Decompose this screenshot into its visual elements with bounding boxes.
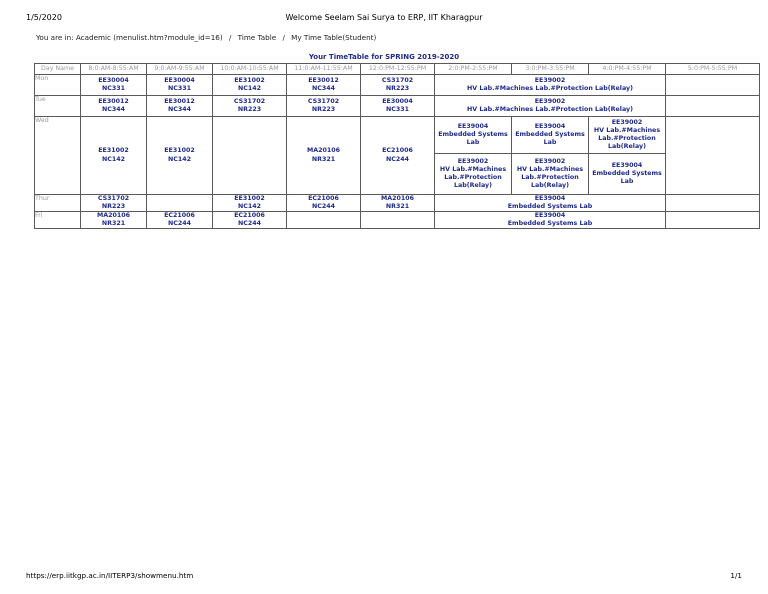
- empty-cell: [213, 117, 287, 195]
- room-name: NR321: [101, 220, 126, 228]
- class-cell: [213, 96, 287, 117]
- course-code: EE30012: [164, 97, 195, 105]
- course-code: MA20106: [380, 195, 415, 202]
- breadcrumb-separator: /: [228, 33, 232, 42]
- class-cell: [361, 75, 435, 96]
- print-footer-page: 1/1: [730, 571, 742, 580]
- room-name: HV Lab.#Machines Lab.#Protection Lab(Relay): [439, 165, 507, 190]
- column-header: 4:0:PM-4:55:PM: [589, 64, 666, 75]
- course-code: EE30012: [308, 76, 339, 84]
- room-name: NC344: [311, 85, 336, 92]
- table-row-fri: [35, 212, 760, 229]
- course-code: EC21006: [308, 195, 339, 202]
- column-header: 3:0:PM-3:55:PM: [512, 64, 589, 75]
- timetable: [34, 63, 760, 229]
- class-cell: [213, 195, 287, 212]
- course-code: EE30004: [98, 76, 129, 84]
- room-name: NR223: [311, 106, 336, 113]
- column-header: 11:0:AM-11:55:AM: [287, 64, 361, 75]
- lab-cell: [435, 212, 666, 229]
- column-header: Day Name: [35, 64, 81, 75]
- course-code: EE31002: [98, 147, 129, 155]
- day-name-cell: Thur: [35, 195, 81, 212]
- column-header: 8:0:AM-8:55:AM: [81, 64, 147, 75]
- breadcrumb-link-time-table[interactable]: Time Table: [237, 33, 277, 42]
- room-name: NC244: [385, 155, 410, 163]
- course-code: EE31002: [234, 195, 265, 202]
- class-cell: [361, 117, 435, 195]
- timetable-header-row: [35, 64, 760, 75]
- day-name-cell: Mon: [35, 75, 81, 96]
- room-name: HV Lab.#Machines Lab.#Protection Lab(Relay): [467, 106, 633, 113]
- column-header: 10:0:AM-10:55:AM: [213, 64, 287, 75]
- empty-cell: [666, 195, 760, 212]
- empty-cell: [666, 117, 760, 195]
- column-header: 12:0:PM-12:55:PM: [361, 64, 435, 75]
- room-name: NC244: [237, 220, 262, 228]
- print-page-title: Welcome Seelam Sai Surya to ERP, IIT Kharagpur: [285, 13, 483, 22]
- breadcrumb-link-academic[interactable]: Academic (menulist.htm?module_id=16): [75, 33, 223, 42]
- course-code: EE39002: [534, 76, 566, 84]
- room-name: NC142: [167, 155, 192, 163]
- print-date: 1/5/2020: [26, 13, 62, 22]
- room-name: Embedded Systems Lab: [592, 169, 662, 186]
- room-name: NC142: [101, 155, 126, 163]
- room-name: Embedded Systems Lab: [507, 203, 593, 211]
- class-cell: [81, 195, 147, 212]
- room-name: NC344: [167, 106, 192, 113]
- course-code: EE39002: [534, 157, 566, 165]
- empty-cell: [666, 96, 760, 117]
- column-header: 9:0:AM-9:55:AM: [147, 64, 213, 75]
- class-cell: [81, 96, 147, 117]
- course-code: EC21006: [382, 147, 413, 155]
- lab-cell: [435, 96, 666, 117]
- column-header: 2:0:PM-2:55:PM: [435, 64, 512, 75]
- lab-cell: [435, 195, 666, 212]
- course-code: EE31002: [234, 76, 265, 84]
- room-name: NR223: [385, 85, 410, 92]
- lab-cell: [435, 117, 512, 154]
- course-code: EE31002: [164, 147, 195, 155]
- room-name: NC331: [101, 85, 126, 92]
- column-header: 5:0:PM-5:55:PM: [666, 64, 760, 75]
- course-code: MA20106: [96, 212, 131, 220]
- table-row-mon: [35, 75, 760, 96]
- class-cell: [147, 117, 213, 195]
- class-cell: [147, 212, 213, 229]
- room-name: NC331: [385, 106, 410, 113]
- room-name: NC142: [237, 203, 262, 211]
- room-name: HV Lab.#Machines Lab.#Protection Lab(Relay): [593, 126, 661, 151]
- breadcrumb-separator: /: [282, 33, 285, 42]
- day-name-cell: Fri: [35, 212, 81, 229]
- room-name: NC344: [101, 106, 126, 113]
- course-code: CS31702: [97, 195, 130, 202]
- course-code: EE30004: [164, 76, 195, 84]
- room-name: Embedded Systems Lab: [438, 130, 508, 147]
- room-name: HV Lab.#Machines Lab.#Protection Lab(Relay): [467, 85, 633, 92]
- table-row-thu: [35, 195, 760, 212]
- class-cell: [213, 75, 287, 96]
- room-name: NC244: [167, 220, 192, 228]
- class-cell: [81, 212, 147, 229]
- course-code: EE39002: [611, 118, 643, 126]
- class-cell: [81, 75, 147, 96]
- print-footer-url: https://erp.iitkgp.ac.in/IITERP3/showmenu.htm: [26, 571, 194, 580]
- class-cell: [287, 195, 361, 212]
- class-cell: [287, 75, 361, 96]
- lab-cell: [589, 117, 666, 154]
- lab-cell: [435, 75, 666, 96]
- course-code: EE39004: [534, 212, 566, 220]
- table-row-wed: [35, 117, 760, 154]
- empty-cell: [287, 212, 361, 229]
- room-name: NC142: [237, 85, 262, 92]
- lab-cell: [589, 154, 666, 195]
- course-code: EC21006: [234, 212, 265, 220]
- day-name-cell: Wed: [35, 117, 81, 195]
- course-code: EE39004: [611, 161, 643, 169]
- room-name: HV Lab.#Machines Lab.#Protection Lab(Relay): [516, 165, 584, 190]
- empty-cell: [361, 212, 435, 229]
- breadcrumb-prefix: You are in:: [36, 33, 74, 42]
- lab-cell: [512, 117, 589, 154]
- class-cell: [147, 75, 213, 96]
- course-code: EE39002: [457, 157, 489, 165]
- room-name: NR223: [101, 203, 126, 211]
- room-name: Embedded Systems Lab: [507, 220, 593, 228]
- course-code: EE30004: [382, 97, 413, 105]
- empty-cell: [666, 75, 760, 96]
- breadcrumb: [36, 33, 376, 42]
- lab-cell: [435, 154, 512, 195]
- class-cell: [81, 117, 147, 195]
- course-code: MA20106: [306, 147, 341, 155]
- room-name: Embedded Systems Lab: [515, 130, 585, 147]
- course-code: EE39004: [534, 195, 566, 202]
- room-name: NR321: [311, 155, 336, 163]
- course-code: CS31702: [381, 76, 414, 84]
- class-cell: [361, 195, 435, 212]
- empty-cell: [666, 212, 760, 229]
- room-name: NR321: [385, 203, 410, 211]
- course-code: EE39004: [534, 122, 566, 130]
- course-code: CS31702: [307, 97, 340, 105]
- breadcrumb-current: My Time Table(Student): [291, 33, 377, 42]
- day-name-cell: Tue: [35, 96, 81, 117]
- course-code: EC21006: [164, 212, 195, 220]
- course-code: EE30012: [98, 97, 129, 105]
- room-name: NR223: [237, 106, 262, 113]
- class-cell: [361, 96, 435, 117]
- course-code: EE39004: [457, 122, 489, 130]
- class-cell: [287, 96, 361, 117]
- class-cell: [287, 117, 361, 195]
- table-row-tue: [35, 96, 760, 117]
- class-cell: [147, 96, 213, 117]
- timetable-caption: Your TimeTable for SPRING 2019-2020: [308, 53, 460, 61]
- lab-cell: [512, 154, 589, 195]
- empty-cell: [147, 195, 213, 212]
- class-cell: [213, 212, 287, 229]
- room-name: NC331: [167, 85, 192, 92]
- room-name: NC244: [311, 203, 336, 211]
- course-code: EE39002: [534, 97, 566, 105]
- course-code: CS31702: [233, 97, 266, 105]
